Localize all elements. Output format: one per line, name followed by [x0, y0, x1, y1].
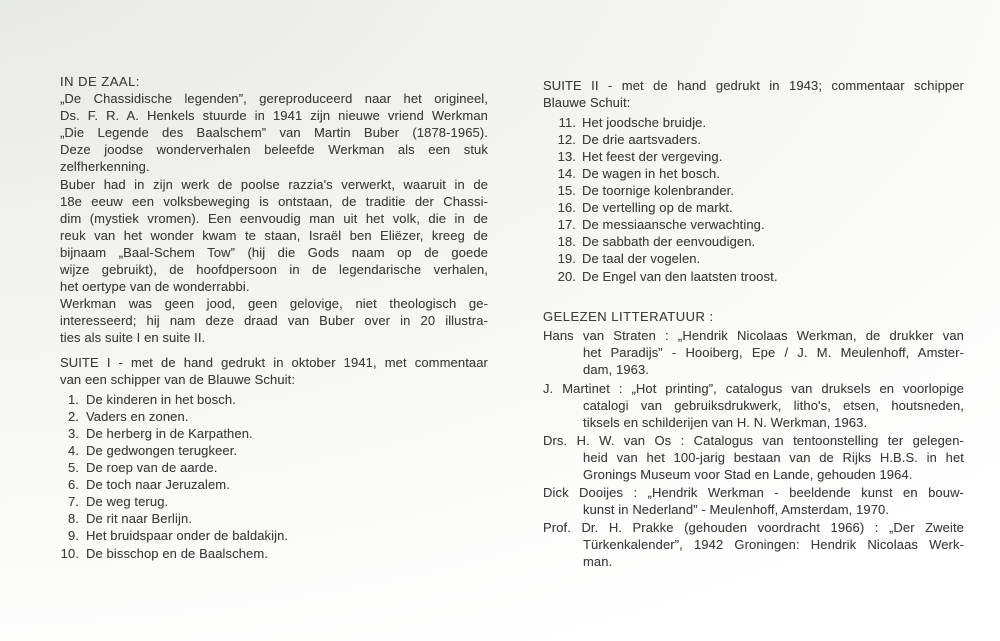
- item-text: De toch naar Jeruzalem.: [86, 477, 230, 493]
- list-item: [543, 148, 964, 165]
- text-line: „De Chassidische legenden”, gereproduceerd naar het origineel,: [60, 91, 488, 107]
- item-text: De gedwongen terugkeer.: [86, 442, 238, 458]
- section-heading-gelezen-litteratuur: GELEZEN LITTERATUUR :: [543, 308, 714, 324]
- list-item: [543, 233, 964, 250]
- text-line: Buber had in zijn werk de poolse razzia's verwerkt, waaruit in de: [60, 176, 488, 192]
- text-line: tiksels en schilderijen van H. N. Werkman, 1963.: [583, 414, 868, 430]
- item-text: De rit naar Berlijn.: [86, 511, 193, 527]
- text-line: zelfherkenning.: [60, 159, 150, 175]
- text-line: ties als suite I en suite II.: [60, 330, 206, 346]
- text-line: Deze joodse wonderverhalen beleefde Werkman als een stuk: [60, 142, 488, 158]
- item-number: 6.: [67, 477, 79, 493]
- text-line: Hans van Straten : „Hendrik Nicolaas Werkman, de drukker van: [543, 328, 964, 344]
- suite2-intro: [543, 77, 964, 111]
- list-item: [543, 268, 964, 285]
- text-line: het oertype van de wonderrabbi.: [60, 279, 250, 295]
- list-item: [60, 476, 488, 493]
- paragraph-buber-baalschem: [60, 176, 488, 296]
- text-line: SUITE II - met de hand gedrukt in 1943; commentaar schipper: [543, 78, 964, 93]
- bib-entry-van-os: [543, 432, 964, 483]
- text-line: Blauwe Schuit:: [543, 95, 631, 111]
- item-text: De roep van de aarde.: [86, 460, 218, 476]
- item-number: 1.: [67, 391, 79, 407]
- item-number: 4.: [67, 442, 79, 458]
- item-text: Het bruidspaar onder de baldakijn.: [86, 528, 289, 544]
- bib-entry-martinet: [543, 380, 964, 431]
- list-item: [60, 442, 488, 459]
- text-line: catalogi van gebruiksdrukwerk, litho's, etsen, houtsneden,: [583, 397, 964, 413]
- item-text: De drie aartsvaders.: [582, 131, 702, 147]
- paragraph-chassidische-legenden: [60, 90, 488, 175]
- text-line: Türkenkalender”, 1942 Groningen: Hendrik Nicolaas Werk-: [583, 537, 964, 553]
- text-line: SUITE I - met de hand gedrukt in oktober 1941, met commentaar: [60, 355, 488, 370]
- item-number: 12.: [557, 131, 576, 147]
- item-text: De Engel van den laatsten troost.: [582, 268, 778, 284]
- item-text: De toornige kolenbrander.: [582, 183, 735, 199]
- list-item: [60, 510, 488, 527]
- item-number: 19.: [557, 251, 576, 267]
- list-item: [543, 131, 964, 148]
- list-item: [60, 527, 488, 544]
- list-item: [60, 425, 488, 442]
- text-line: Dick Dooijes : „Hendrik Werkman - beeldende kunst en bouw-: [543, 485, 964, 501]
- item-number: 7.: [67, 494, 79, 510]
- item-number: 3.: [67, 425, 79, 441]
- section-heading-in-de-zaal: IN DE ZAAL:: [60, 74, 140, 89]
- list-item: [60, 408, 488, 425]
- text-line: „Die Legende des Baalschem” van Martin Buber (1878-1965).: [60, 125, 488, 141]
- item-number: 9.: [67, 528, 79, 544]
- text-line: dim (mystiek vromen). Een eenvoudig man uit het volk, die in de: [60, 210, 488, 226]
- item-number: 8.: [67, 511, 79, 527]
- bib-entry-dooijes: [543, 484, 964, 518]
- text-line: Gronings Museum voor Stad en Lande, gehouden 1964.: [583, 466, 913, 482]
- item-text: Het feest der vergeving.: [582, 148, 723, 164]
- list-item: [60, 459, 488, 476]
- item-text: Vaders en zonen.: [86, 408, 189, 424]
- item-number: 16.: [557, 200, 576, 216]
- item-number: 10.: [60, 545, 79, 561]
- list-item: [60, 493, 488, 510]
- text-line: bijnaam „Baal-Schem Tow” (hij die Gods naam op de goede: [60, 244, 488, 260]
- text-line: reuk van het wonder kwam te staan, Israël ben Eliëzer, kreeg de: [60, 227, 488, 243]
- item-text: De sabbath der eenvoudigen.: [582, 234, 756, 250]
- right-column: [543, 77, 964, 571]
- item-text: De wagen in het bosch.: [582, 165, 721, 181]
- item-number: 15.: [557, 183, 576, 199]
- text-line: dam, 1963.: [583, 362, 650, 378]
- text-line: het Paradijs” - Hooiberg, Epe / J. M. Meulenhoff, Amster-: [583, 345, 964, 361]
- item-number: 11.: [558, 114, 576, 130]
- text-line: kunst in Nederland” - Meulenhoff, Amsterdam, 1970.: [583, 502, 890, 518]
- text-line: Drs. H. W. van Os : Catalogus van tentoonstelling ter gelegen-: [543, 432, 964, 448]
- item-number: 14.: [557, 165, 576, 181]
- text-line: Ds. F. R. A. Henkels stuurde in 1941 zijn nieuwe vriend Werkman: [60, 108, 488, 124]
- list-item: [60, 391, 488, 408]
- list-item: [60, 545, 488, 562]
- item-number: 18.: [557, 234, 576, 250]
- item-text: De herberg in de Karpathen.: [86, 425, 253, 441]
- item-text: De vertelling op de markt.: [582, 200, 733, 216]
- item-number: 2.: [67, 408, 79, 424]
- text-line: Werkman was geen jood, geen gelovige, niet theologisch ge-: [60, 296, 488, 312]
- text-line: 18e eeuw een volksbeweging is ontstaan, de traditie der Chassi-: [60, 193, 488, 209]
- item-text: De kinderen in het bosch.: [86, 391, 236, 407]
- list-item: [543, 250, 964, 267]
- bib-entry-van-straten: [543, 327, 964, 378]
- text-line: wijze gebruikt), de hoofdpersoon in de legendarische verhalen,: [60, 262, 488, 278]
- item-number: 13.: [557, 148, 576, 164]
- list-item: [543, 165, 964, 182]
- paragraph-werkman-suites: [60, 295, 488, 346]
- left-column: [60, 73, 488, 562]
- item-number: 5.: [67, 460, 79, 476]
- text-line: Prof. Dr. H. Prakke (gehouden voordracht 1966) : „Der Zweite: [543, 520, 964, 536]
- item-text: De bisschop en de Baalschem.: [86, 545, 269, 561]
- bibliography: [543, 327, 964, 570]
- suite1-intro: [60, 354, 488, 388]
- list-item: [543, 199, 964, 216]
- text-line: van een schipper van de Blauwe Schuit:: [60, 372, 296, 388]
- item-number: 20.: [557, 268, 576, 284]
- item-text: De weg terug.: [86, 494, 169, 510]
- list-item: [543, 216, 964, 233]
- item-number: 17.: [557, 217, 576, 233]
- list-item: [543, 182, 964, 199]
- text-line: J. Martinet : „Hot printing”, catalogus van druksels en voorlopige: [543, 380, 964, 396]
- suite2-list: [543, 114, 964, 285]
- text-line: man.: [583, 554, 613, 570]
- item-text: De messiaansche verwachting.: [582, 217, 765, 233]
- list-item: [543, 114, 964, 131]
- text-line: interesseerd; hij nam deze draad van Buber over in 20 illustra-: [60, 313, 488, 329]
- bib-entry-prakke: [543, 519, 964, 570]
- suite1-list: [60, 391, 488, 562]
- item-text: Het joodsche bruidje.: [582, 114, 707, 130]
- item-text: De taal der vogelen.: [582, 251, 701, 267]
- text-line: heid van het 100-jarig bestaan van de Rijks H.B.S. in het: [583, 449, 964, 465]
